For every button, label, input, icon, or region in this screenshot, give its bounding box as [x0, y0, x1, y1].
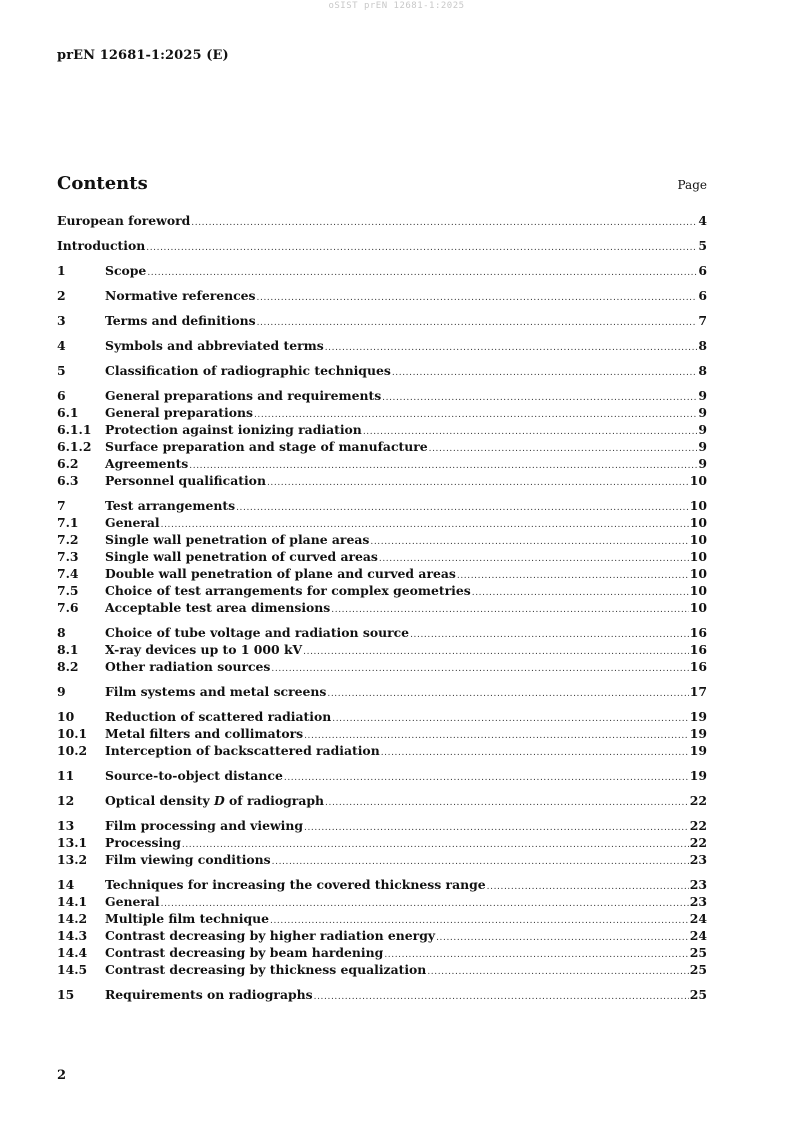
toc-entry-page: 23: [689, 877, 707, 892]
toc-entry[interactable]: [57, 767, 707, 784]
toc-entry-number: 5: [57, 363, 66, 378]
toc-entry-number: 10: [57, 709, 75, 724]
toc-entry-title: Single wall penetration of curved areas: [105, 549, 378, 564]
toc-entry-page: 23: [689, 852, 707, 867]
toc-entry[interactable]: [57, 683, 707, 700]
toc-entry-title: Source-to-object distance: [105, 768, 283, 783]
toc-dot-leader: [382, 390, 697, 407]
toc-entry-number: 7.2: [57, 532, 79, 547]
toc-entry[interactable]: [57, 876, 707, 893]
table-of-contents: [57, 212, 707, 1003]
toc-entry-page: 22: [689, 835, 707, 850]
toc-entry-title: Surface preparation and stage of manufacture: [105, 439, 428, 454]
toc-dot-leader: [325, 795, 689, 812]
toc-entry[interactable]: [57, 514, 707, 531]
toc-entry-number: 7: [57, 498, 66, 513]
toc-entry[interactable]: [57, 927, 707, 944]
toc-entry[interactable]: [57, 548, 707, 565]
toc-entry-title: Personnel qualification: [105, 473, 266, 488]
toc-entry-number: 14.4: [57, 945, 88, 960]
toc-dot-leader: [257, 315, 698, 332]
toc-entry-number: 13.2: [57, 852, 88, 867]
toc-dot-leader: [457, 568, 689, 585]
toc-entry-title: Introduction: [57, 238, 146, 253]
toc-entry-number: 3: [57, 313, 66, 328]
toc-entry[interactable]: [57, 582, 707, 599]
toc-entry-title: Contrast decreasing by thickness equalization: [105, 962, 427, 977]
toc-entry-title-part: of radiograph: [224, 793, 325, 808]
toc-entry-page: 22: [689, 793, 707, 808]
toc-entry-title: Test arrangements: [105, 498, 236, 513]
toc-entry[interactable]: [57, 910, 707, 927]
toc-entry-title: Single wall penetration of plane areas: [105, 532, 370, 547]
toc-entry[interactable]: [57, 725, 707, 742]
toc-dot-leader: [236, 500, 689, 517]
toc-entry[interactable]: [57, 708, 707, 725]
toc-entry-title: Contrast decreasing by higher radiation energy: [105, 928, 436, 943]
toc-dot-leader: [304, 820, 689, 837]
toc-entry-page: 10: [689, 473, 707, 488]
toc-entry-number: 7.1: [57, 515, 79, 530]
toc-entry[interactable]: [57, 337, 707, 354]
toc-entry-title: [105, 792, 324, 809]
toc-entry-number: 14: [57, 877, 75, 892]
toc-dot-leader: [327, 686, 688, 703]
toc-entry-page: 9: [698, 422, 707, 437]
toc-entry-number: 9: [57, 684, 66, 699]
toc-entry[interactable]: [57, 497, 707, 514]
document-id: prEN 12681-1:2025 (E): [57, 48, 229, 63]
toc-entry-page: 23: [689, 894, 707, 909]
toc-entry-page: 8: [698, 363, 707, 378]
toc-entry-page: 9: [698, 388, 707, 403]
toc-dot-leader: [427, 964, 688, 981]
toc-entry-number: 14.2: [57, 911, 88, 926]
page-column-label: Page: [677, 178, 707, 192]
toc-entry-page: 9: [698, 456, 707, 471]
toc-entry-page: 24: [689, 928, 707, 943]
toc-entry-title: Choice of tube voltage and radiation source: [105, 625, 410, 640]
toc-entry-title: Scope: [105, 263, 147, 278]
toc-entry-number: 6.3: [57, 473, 79, 488]
toc-entry[interactable]: [57, 944, 707, 961]
toc-entry-page: 10: [689, 583, 707, 598]
toc-entry-number: 7.3: [57, 549, 79, 564]
toc-entry-number: 8.1: [57, 642, 79, 657]
toc-entry-title: Film systems and metal screens: [105, 684, 327, 699]
toc-entry-title: General: [105, 515, 160, 530]
toc-entry-number: 2: [57, 288, 66, 303]
toc-entry[interactable]: [57, 599, 707, 616]
toc-entry-page: 10: [689, 549, 707, 564]
toc-entry-page: 6: [698, 288, 707, 303]
toc-dot-leader: [314, 989, 689, 1006]
toc-entry[interactable]: [57, 438, 707, 455]
toc-entry-number: 7.6: [57, 600, 79, 615]
toc-dot-leader: [284, 770, 689, 787]
toc-entry-title: General preparations: [105, 405, 253, 420]
toc-entry-number: 6: [57, 388, 66, 403]
toc-entry-page: 16: [689, 642, 707, 657]
toc-dot-leader: [325, 340, 698, 357]
toc-entry-page: 7: [698, 313, 707, 328]
toc-entry-title: X-ray devices up to 1 000 kV: [105, 642, 303, 657]
toc-entry-number: 7.4: [57, 566, 79, 581]
toc-entry-title: Agreements: [105, 456, 189, 471]
toc-entry-title: Normative references: [105, 288, 256, 303]
toc-dot-leader: [331, 602, 688, 619]
toc-dot-leader: [271, 661, 688, 678]
toc-entry-title-part: Optical density: [105, 793, 214, 808]
toc-dot-leader: [410, 627, 689, 644]
toc-entry-number: 8: [57, 625, 66, 640]
toc-entry-title: Film viewing conditions: [105, 852, 271, 867]
toc-entry-number: 1: [57, 263, 66, 278]
toc-entry-page: 8: [698, 338, 707, 353]
toc-entry-number: 6.1.2: [57, 439, 92, 454]
toc-entry-title: General preparations and requirements: [105, 388, 382, 403]
toc-entry-number: 14.3: [57, 928, 88, 943]
toc-entry-page: 9: [698, 439, 707, 454]
watermark: oSIST prEN 12681-1:2025: [328, 1, 465, 11]
toc-entry-page: 25: [689, 962, 707, 977]
toc-entry-page: 19: [689, 768, 707, 783]
toc-entry[interactable]: [57, 312, 707, 329]
toc-entry-page: 9: [698, 405, 707, 420]
toc-entry[interactable]: [57, 624, 707, 641]
toc-entry-title: Acceptable test area dimensions: [105, 600, 331, 615]
toc-entry[interactable]: [57, 262, 707, 279]
toc-entry[interactable]: [57, 851, 707, 868]
toc-entry-page: 16: [689, 659, 707, 674]
toc-entry-number: 4: [57, 338, 66, 353]
toc-entry-page: 22: [689, 818, 707, 833]
toc-entry[interactable]: [57, 237, 707, 254]
toc-entry[interactable]: [57, 565, 707, 582]
toc-dot-leader: [191, 215, 697, 232]
toc-entry[interactable]: [57, 455, 707, 472]
toc-dot-leader: [332, 711, 688, 728]
toc-dot-leader: [487, 879, 689, 896]
toc-entry[interactable]: [57, 658, 707, 675]
toc-entry-page: 19: [689, 709, 707, 724]
toc-entry-number: 14.5: [57, 962, 88, 977]
toc-entry[interactable]: [57, 834, 707, 851]
toc-entry[interactable]: [57, 742, 707, 759]
toc-entry[interactable]: [57, 472, 707, 489]
toc-entry-number: 6.1.1: [57, 422, 92, 437]
toc-entry-title: Reduction of scattered radiation: [105, 709, 332, 724]
toc-entry[interactable]: [57, 641, 707, 658]
toc-entry-title: Processing: [105, 835, 181, 850]
contents-header: [57, 173, 707, 194]
toc-entry-number: 14.1: [57, 894, 88, 909]
toc-entry-page: 19: [689, 743, 707, 758]
toc-entry-title: Terms and definitions: [105, 313, 256, 328]
toc-entry[interactable]: [57, 792, 707, 809]
toc-dot-leader: [370, 534, 688, 551]
toc-entry[interactable]: [57, 362, 707, 379]
toc-dot-leader: [267, 475, 689, 492]
toc-entry-title: Classification of radiographic techniques: [105, 363, 391, 378]
toc-entry-number: 10.2: [57, 743, 88, 758]
toc-dot-leader: [384, 947, 688, 964]
toc-dot-leader: [146, 240, 697, 257]
toc-entry-page: 10: [689, 600, 707, 615]
toc-entry-page: 25: [689, 987, 707, 1002]
toc-entry-title: Interception of backscattered radiation: [105, 743, 380, 758]
toc-entry-title: Requirements on radiographs: [105, 987, 313, 1002]
toc-entry[interactable]: [57, 421, 707, 438]
toc-entry-page: 10: [689, 515, 707, 530]
toc-entry-title: General: [105, 894, 160, 909]
toc-entry-title: Protection against ionizing radiation: [105, 422, 362, 437]
toc-entry-title: Techniques for increasing the covered thickness range: [105, 877, 486, 892]
toc-entry-number: 12: [57, 793, 75, 808]
toc-entry-page: 6: [698, 263, 707, 278]
page-number: 2: [57, 1068, 67, 1083]
toc-dot-leader: [272, 854, 689, 871]
toc-entry-number: 13.1: [57, 835, 88, 850]
toc-entry[interactable]: [57, 212, 707, 229]
toc-entry-title: Contrast decreasing by beam hardening: [105, 945, 384, 960]
toc-dot-leader: [392, 365, 698, 382]
toc-entry-page: 10: [689, 532, 707, 547]
toc-entry-title: Multiple film technique: [105, 911, 270, 926]
toc-entry-page: 17: [689, 684, 707, 699]
toc-entry-title: Metal filters and collimators: [105, 726, 304, 741]
toc-entry-page: 10: [689, 498, 707, 513]
toc-entry-number: 6.2: [57, 456, 79, 471]
toc-entry-number: 11: [57, 768, 75, 783]
toc-entry-title: Symbols and abbreviated terms: [105, 338, 324, 353]
toc-dot-leader: [147, 265, 697, 282]
toc-entry-page: 10: [689, 566, 707, 581]
toc-entry-number: 7.5: [57, 583, 79, 598]
toc-entry[interactable]: [57, 404, 707, 421]
toc-dot-leader: [381, 745, 689, 762]
toc-dot-leader: [436, 930, 689, 947]
toc-entry-page: 19: [689, 726, 707, 741]
toc-dot-leader: [472, 585, 689, 602]
toc-entry[interactable]: [57, 961, 707, 978]
toc-entry-title-symbol: D: [213, 793, 225, 808]
toc-entry-number: 6.1: [57, 405, 79, 420]
toc-dot-leader: [429, 441, 698, 458]
toc-entry-title: Film processing and viewing: [105, 818, 304, 833]
toc-entry-number: 13: [57, 818, 75, 833]
toc-entry-number: 8.2: [57, 659, 79, 674]
toc-entry-number: 10.1: [57, 726, 88, 741]
contents-title: Contents: [57, 173, 148, 194]
toc-dot-leader: [257, 290, 698, 307]
toc-entry-page: 24: [689, 911, 707, 926]
toc-entry[interactable]: [57, 287, 707, 304]
toc-entry-title: European foreword: [57, 213, 191, 228]
toc-entry-page: 25: [689, 945, 707, 960]
toc-entry-page: 4: [698, 213, 707, 228]
toc-entry[interactable]: [57, 387, 707, 404]
toc-entry-title: Double wall penetration of plane and curved areas: [105, 566, 456, 581]
toc-dot-leader: [303, 644, 689, 661]
toc-entry-page: 16: [689, 625, 707, 640]
toc-entry[interactable]: [57, 893, 707, 910]
toc-entry-title: Choice of test arrangements for complex geometries: [105, 583, 471, 598]
toc-entry[interactable]: [57, 817, 707, 834]
toc-entry-page: 5: [698, 238, 707, 253]
toc-entry[interactable]: [57, 986, 707, 1003]
toc-entry[interactable]: [57, 531, 707, 548]
toc-entry-number: 15: [57, 987, 75, 1002]
toc-entry-title: Other radiation sources: [105, 659, 271, 674]
